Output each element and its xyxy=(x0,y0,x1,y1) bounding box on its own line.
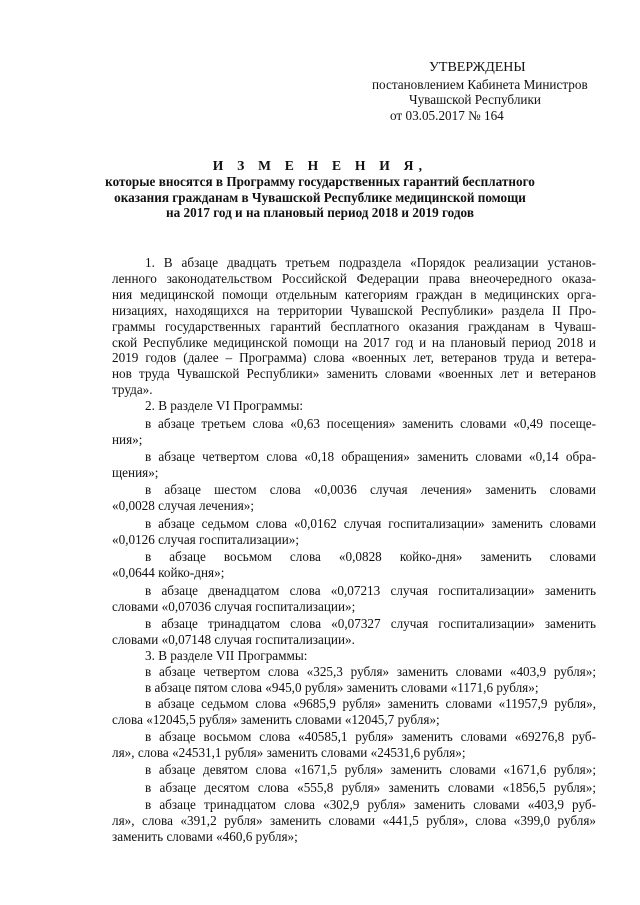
body-line: «0,0644 койко-дня»; xyxy=(112,565,225,581)
body-line: «0,0126 случая госпитализации»; xyxy=(112,531,300,547)
body-line: в абзаце четвертом слова «325,3 рубля» заменить словами «403,9 рубля»; xyxy=(145,663,596,679)
body-line: щения»; xyxy=(112,464,159,480)
approval-region: Чувашской Республики xyxy=(409,92,541,107)
body-line: словами «0,07036 случая госпитализации»; xyxy=(112,598,356,614)
body-line: 2. В разделе VI Программы: xyxy=(145,398,303,414)
approval-heading: УТВЕРЖДЕНЫ xyxy=(429,60,526,75)
title-line: оказания гражданам в Чувашской Республике медицинской помощи xyxy=(114,189,526,205)
body-line: ля», слова «391,2 рубля» заменить словами «441,5 рубля», слова «399,0 рубля» xyxy=(112,813,596,829)
body-line: ния медицинской помощи отдельным категориям граждан в медицинских орга- xyxy=(112,286,596,302)
body-line: «0,0028 случая лечения»; xyxy=(112,498,255,514)
body-line: в абзаце десятом слова «555,8 рубля» заменить словами «1856,5 рубля»; xyxy=(145,779,596,795)
body-line: в абзаце седьмом слова «0,0162 случая госпитализации» заменить словами xyxy=(145,515,596,531)
body-line: в абзаце двенадцатом слова «0,07213 случая госпитализации» заменить xyxy=(145,582,596,598)
body-line: 2019 годов (далее – Программа) слова «военных лет, ветеранов труда и ветера- xyxy=(112,350,596,366)
title-heading: И З М Е Н Е Н И Я, xyxy=(212,158,428,173)
approval-date-number: от 03.05.2017 № 164 xyxy=(390,107,504,123)
title-line: на 2017 год и на плановый период 2018 и 2019 годов xyxy=(166,205,474,221)
body-line: нов труда Чувашской Республики» заменить словами «военных лет и ветеранов xyxy=(112,366,596,382)
body-line: 1. В абзаце двадцать третьем подраздела «Порядок реализации установ- xyxy=(145,255,596,270)
body-line: труда». xyxy=(112,382,153,398)
body-line: в абзаце четвертом слова «0,18 обращения» заменить словами «0,14 обра- xyxy=(145,449,596,465)
body-line: ния»; xyxy=(112,431,143,447)
approval-authority: постановлением Кабинета Министров xyxy=(372,76,588,92)
body-line: 3. В разделе VII Программы: xyxy=(145,647,308,663)
approval-stamp xyxy=(372,60,612,123)
body-line: в абзаце тринадцатом слова «302,9 рубля» заменить словами «403,9 руб- xyxy=(145,797,596,813)
body-line: в абзаце седьмом слова «9685,9 рубля» заменить словами «11957,9 рубля», xyxy=(145,695,596,711)
document-title xyxy=(95,158,545,221)
body-line: в абзаце девятом слова «1671,5 рубля» заменить словами «1671,6 рубля»; xyxy=(145,762,596,778)
body-line: в абзаце тринадцатом слова «0,07327 случая госпитализации» заменить xyxy=(145,616,596,632)
body-line: слова «12045,5 рубля» заменить словами «12045,7 рубля»; xyxy=(112,711,440,727)
body-line: в абзаце восьмом слова «40585,1 рубля» заменить словами «69276,8 руб- xyxy=(145,729,596,745)
body-line: в абзаце третьем слова «0,63 посещения» заменить словами «0,49 посеще- xyxy=(145,415,596,431)
body-line: низациях, находящихся на территории Чувашской Республики» раздела II Про- xyxy=(112,302,596,318)
body-line: ля», слова «24531,1 рубля» заменить словами «24531,6 рубля»; xyxy=(112,744,466,760)
body-line: в абзаце шестом слова «0,0036 случая лечения» заменить словами xyxy=(145,482,596,498)
title-line: которые вносятся в Программу государственных гарантий бесплатного xyxy=(105,173,535,189)
body-line: в абзаце пятом слова «945,0 рубля» заменить словами «1171,6 рубля»; xyxy=(145,679,539,695)
body-line: ской Республике медицинской помощи на 2017 год и на плановый период 2018 и xyxy=(112,334,596,350)
body-line: словами «0,07148 случая госпитализации». xyxy=(112,632,355,647)
body-line: ленного законодательством Российской Федерации права внеочередного оказа- xyxy=(112,270,596,286)
document-body xyxy=(112,255,596,845)
body-line: граммы государственных гарантий бесплатного оказания гражданам в Чуваш- xyxy=(112,318,596,334)
body-line: заменить словами «460,6 рубля»; xyxy=(112,829,298,845)
body-line: в абзаце восьмом слова «0,0828 койко-дня» заменить словами xyxy=(145,549,596,565)
